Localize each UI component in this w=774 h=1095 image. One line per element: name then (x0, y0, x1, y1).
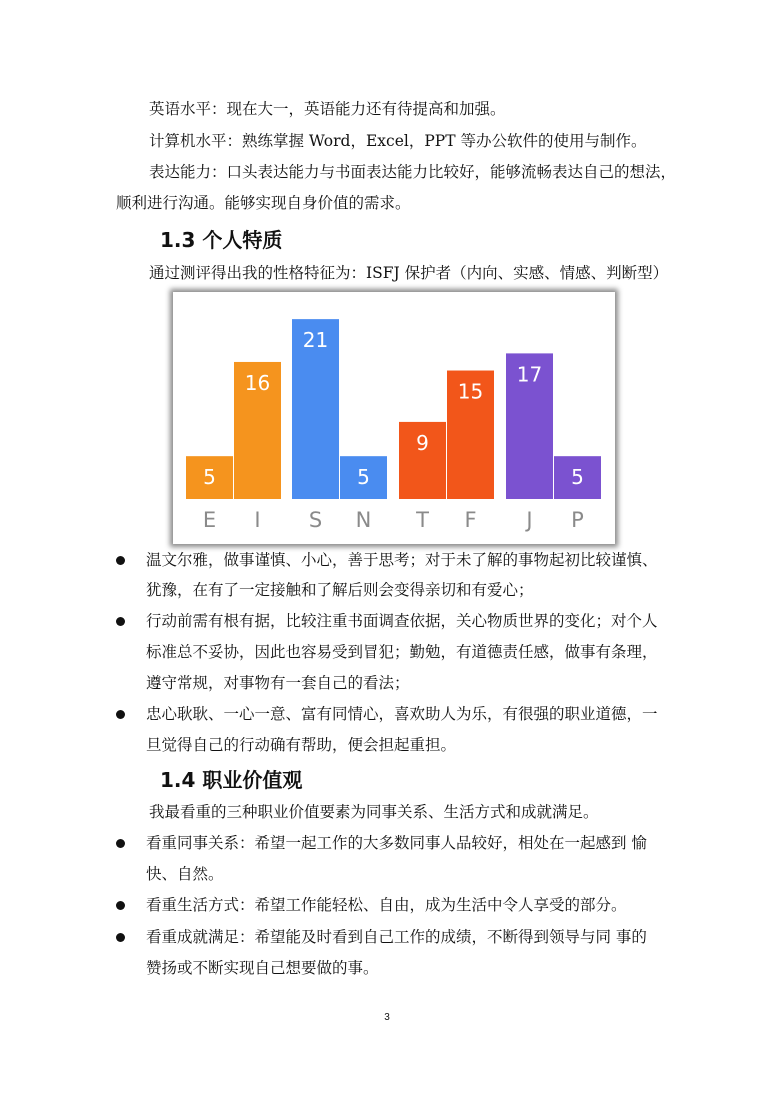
x-tick-label-I: I (254, 508, 261, 532)
trait-bullet-3-line-2: 旦觉得自己的行动确有帮助，便会担起重担。 (146, 736, 457, 754)
x-tick-label-P: P (571, 508, 584, 532)
x-tick-label-F: F (464, 508, 477, 532)
trait-bullet-1-line-2: 犹豫，在有了一定接触和了解后则会变得亲切和有爱心； (146, 581, 534, 599)
bullet-icon (116, 839, 125, 848)
x-tick-label-J: J (526, 508, 533, 532)
bullet-icon (116, 556, 125, 565)
trait-bullet-2-line-3: 遵守常规，对事物有一套自己的看法； (146, 674, 410, 692)
trait-bullet-2-line-2: 标准总不妥协，因此也容易受到冒犯；勤勉，有道德责任感，做事有条理， (146, 643, 658, 661)
bullet-icon (116, 710, 125, 719)
x-tick-label-N: N (355, 508, 372, 532)
english-level-text: 英语水平：现在大一，英语能力还有待提高和加强。 (149, 100, 506, 118)
bar-value-label-N: 5 (357, 465, 370, 490)
value-bullet-3-line-2: 赞扬或不断实现自己想要做的事。 (146, 959, 379, 977)
career-values-intro: 我最看重的三种职业价值要素为同事关系、生活方式和成就满足。 (149, 803, 599, 821)
trait-bullet-1-line-1: 温文尔雅，做事谨慎、小心，善于思考；对于未了解的事物起初比较谨慎、 (146, 551, 658, 569)
bullet-icon (116, 933, 125, 942)
value-bullet-2-line-1: 看重生活方式：希望工作能轻松、自由，成为生活中令人享受的部分。 (146, 896, 627, 914)
value-bullet-1-line-2: 快、自然。 (146, 865, 224, 883)
expression-text-line-2: 顺利进行沟通。能够实现自身价值的需求。 (116, 194, 411, 212)
bullet-icon (116, 617, 125, 626)
bar-value-label-E: 5 (203, 465, 216, 490)
value-bullet-1-line-1: 看重同事关系：希望一起工作的大多数同事人品较好，相处在一起感到 愉 (146, 834, 647, 852)
mbti-bar-chart (173, 292, 615, 544)
bar-value-label-P: 5 (571, 465, 584, 490)
personality-intro: 通过测评得出我的性格特征为：ISFJ 保护者（内向、实感、情感、判断型） (149, 264, 669, 282)
trait-bullet-2-line-1: 行动前需有根有据，比较注重书面调查依据，关心物质世界的变化；对个人 (146, 612, 658, 630)
bar-value-label-I: 16 (244, 370, 271, 395)
x-tick-label-E: E (202, 508, 217, 532)
trait-bullet-3-line-1: 忠心耿耿、一心一意、富有同情心，喜欢助人为乐，有很强的职业道德，一 (146, 705, 658, 723)
section-heading-career-values: 1.4 职业价值观 (160, 768, 303, 792)
bar-value-label-S: 21 (302, 328, 329, 353)
chart-canvas (173, 292, 615, 544)
x-tick-label-S: S (308, 508, 323, 532)
page-number: 3 (384, 1012, 390, 1023)
x-tick-label-T: T (416, 508, 429, 532)
section-heading-personal-traits: 1.3 个人特质 (160, 228, 283, 252)
value-bullet-3-line-1: 看重成就满足：希望能及时看到自己工作的成绩，不断得到领导与同 事的 (146, 928, 647, 946)
bar-value-label-F: 15 (457, 379, 484, 404)
bullet-icon (116, 901, 125, 910)
expression-text-line-1: 表达能力：口头表达能力与书面表达能力比较好，能够流畅表达自己的想法， (149, 163, 677, 181)
computer-level-text: 计算机水平：熟练掌握 Word，Excel，PPT 等办公软件的使用与制作。 (149, 132, 647, 150)
bar-value-label-J: 17 (516, 362, 543, 387)
bar-value-label-T: 9 (416, 430, 429, 455)
